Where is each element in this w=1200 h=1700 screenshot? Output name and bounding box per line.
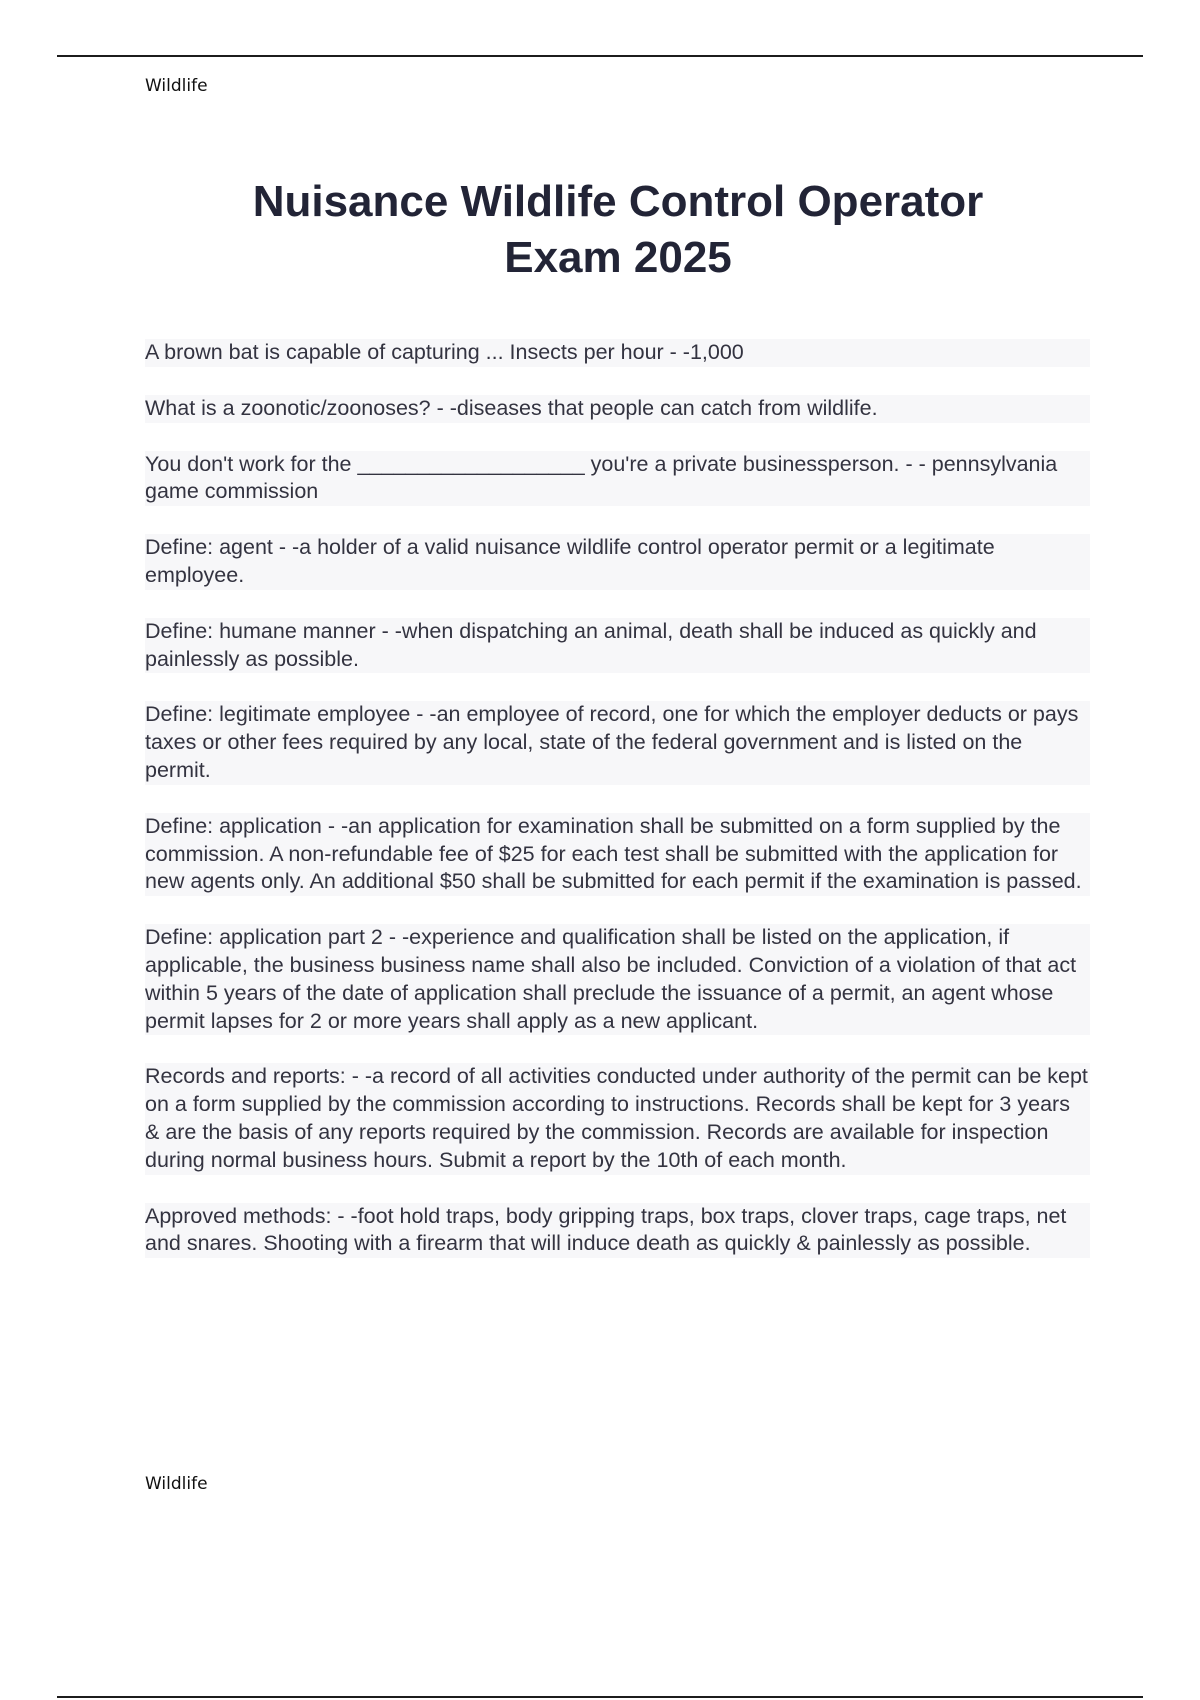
question-answer-list [145, 339, 1090, 1286]
title-line-1: Nuisance Wildlife Control Operator [252, 177, 984, 226]
qa-item: Define: humane manner - -when dispatching an animal, death shall be induced as quickly and painlessly as possible. [145, 618, 1090, 674]
qa-item: Records and reports: - -a record of all activities conducted under authority of the permit can be kept on a form supplied by the commission according to instructions. Records shall be kept for 3 years & are the basis of any reports required by the commission. Records are available for inspection during normal business hours. Submit a report by the 10th of each month. [145, 1063, 1090, 1174]
qa-item: Define: legitimate employee - -an employee of record, one for which the employer deducts or pays taxes or other fees required by any local, state of the federal government and is listed on the permit. [145, 701, 1090, 784]
qa-item: Define: agent - -a holder of a valid nuisance wildlife control operator permit or a legitimate employee. [145, 534, 1090, 590]
qa-item: A brown bat is capable of capturing ... Insects per hour - -1,000 [145, 339, 1090, 367]
bottom-divider [57, 1696, 1143, 1698]
document-title [0, 174, 1200, 286]
qa-item: Approved methods: - -foot hold traps, body gripping traps, box traps, clover traps, cage traps, net and snares. Shooting with a firearm that will induce death as quickly & painlessly as possible. [145, 1203, 1090, 1259]
running-header: Wildlife [145, 76, 208, 96]
title-line-2: Exam 2025 [504, 233, 732, 282]
qa-item: You don't work for the ___________________ you're a private businessperson. - - pennsylvania game commission [145, 451, 1090, 507]
qa-item: Define: application - -an application for examination shall be submitted on a form supplied by the commission. A non-refundable fee of $25 for each test shall be submitted with the application for new agents only. An additional $50 shall be submitted for each permit if the examination is passed. [145, 813, 1090, 896]
qa-item: What is a zoonotic/zoonoses? - -diseases that people can catch from wildlife. [145, 395, 1090, 423]
qa-item: Define: application part 2 - -experience and qualification shall be listed on the application, if applicable, the business business name shall also be included. Conviction of a violation of that act within 5 years of the date of application shall preclude the issuance of a permit, an agent whose permit lapses for 2 or more years shall apply as a new applicant. [145, 924, 1090, 1035]
running-footer: Wildlife [145, 1474, 208, 1494]
top-divider [57, 55, 1143, 57]
